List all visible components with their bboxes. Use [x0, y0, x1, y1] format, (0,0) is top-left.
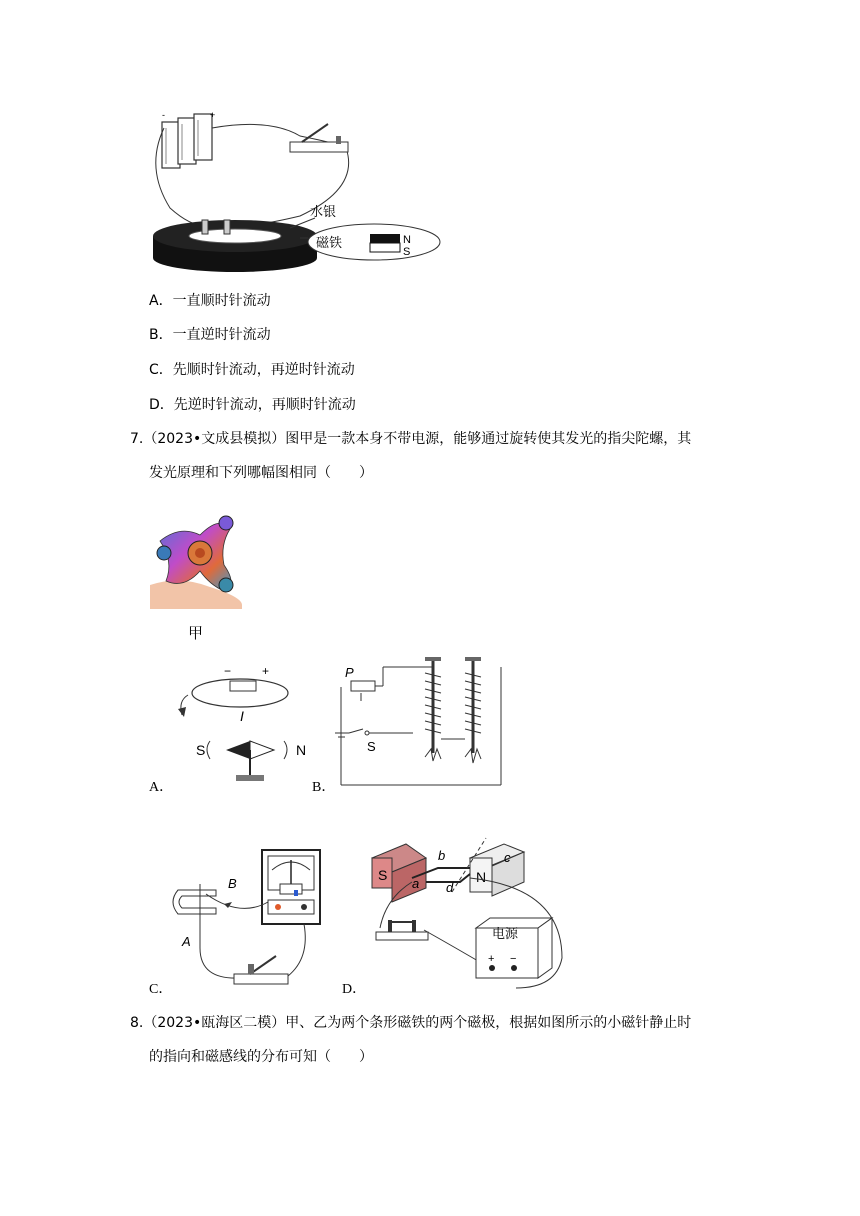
battery-pack-icon — [162, 114, 212, 168]
power-plus: + — [488, 953, 495, 965]
q6-option-d[interactable]: D．先逆时针流动，再顺时针流动 — [149, 397, 356, 413]
jia-label: 甲 — [188, 624, 204, 642]
mercury-label: 水银 — [310, 204, 337, 219]
q8-stem-line1: 8.（2023•瓯海区二模）甲、乙为两个条形磁铁的两个磁极，根据如图所示的小磁针静止时 — [130, 1015, 692, 1031]
fig-a-current: I — [240, 708, 244, 724]
q6-option-a[interactable]: A．一直顺时针流动 — [149, 293, 271, 309]
knife-switch-icon — [376, 920, 428, 940]
fig-b-p: P — [345, 665, 354, 680]
power-supply-label: 电源 — [492, 926, 519, 941]
battery-minus: - — [162, 110, 165, 120]
q7-option-b-letter[interactable]: B． — [312, 780, 336, 795]
fig-d-d: d — [446, 880, 454, 895]
q6-figure — [150, 108, 450, 273]
fig-c-b: B — [228, 876, 237, 891]
q8-stem-line2: 的指向和磁感线的分布可知（ ） — [149, 1049, 373, 1065]
q7-option-a-letter[interactable]: A． — [149, 780, 174, 795]
fig-d-n: N — [476, 869, 487, 885]
power-minus: − — [510, 953, 517, 965]
fig-d-a: a — [412, 876, 420, 891]
q6-option-c[interactable]: C．先顺时针流动，再逆时针流动 — [149, 362, 355, 378]
fig-d-c: c — [504, 850, 511, 865]
q7-option-b-figure — [333, 653, 505, 787]
fig-a-plus: + — [262, 664, 270, 678]
magnet-icon — [370, 234, 400, 243]
fig-a-minus: − — [224, 664, 232, 678]
q7-stem-line2: 发光原理和下列哪幅图相同（ ） — [149, 465, 373, 481]
q7-option-c-figure — [170, 848, 326, 990]
fidget-spinner-image — [150, 505, 242, 609]
galvanometer-icon — [262, 850, 320, 924]
mercury-ring-icon — [153, 220, 317, 272]
fig-a-s: S — [196, 742, 206, 758]
battery-plus: + — [210, 110, 216, 120]
q6-option-b[interactable]: B．一直逆时针流动 — [149, 327, 271, 343]
fig-c-a: A — [182, 934, 191, 949]
horseshoe-magnet-icon — [173, 890, 216, 914]
knife-switch-icon — [234, 956, 288, 984]
fig-d-b: b — [438, 848, 446, 863]
fig-d-s: S — [378, 867, 388, 883]
q7-stem-line1: 7.（2023•文成县模拟）图甲是一款本身不带电源，能够通过旋转使其发光的指尖陀螺，其 — [130, 431, 692, 447]
knife-switch-icon — [290, 124, 348, 152]
magnet-s-label: S — [403, 246, 411, 258]
electromagnet-icon — [425, 657, 481, 763]
q7-option-a-figure — [170, 655, 307, 785]
q7-option-d-figure — [366, 838, 566, 992]
fig-a-n: N — [296, 742, 307, 758]
magnet-label: 磁铁 — [316, 235, 343, 250]
fig-b-s: S — [367, 739, 376, 754]
q7-option-c-letter[interactable]: C． — [149, 982, 173, 997]
magnet-n-label: N — [403, 234, 411, 246]
q7-option-d-letter[interactable]: D． — [342, 982, 367, 997]
compass-needle-icon — [226, 741, 250, 759]
